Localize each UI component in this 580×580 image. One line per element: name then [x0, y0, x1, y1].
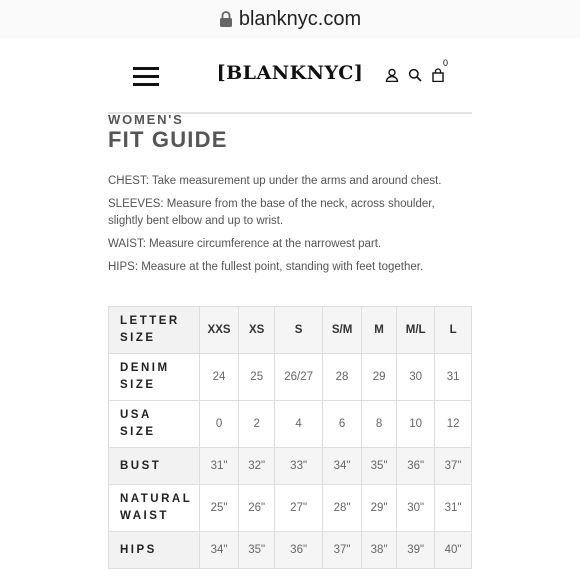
table-cell: S/M [323, 307, 362, 354]
table-cell: 25 [239, 354, 275, 401]
table-cell: 30" [397, 485, 435, 532]
table-row [109, 448, 472, 485]
table-cell: 33" [275, 448, 323, 485]
instruction-sleeves: SLEEVES: Measure from the base of the neck, across shoulder, slightly bent elbow and up to wrist. [108, 198, 435, 227]
table-cell: 2 [239, 401, 275, 448]
instruction-hips: HIPS: Measure at the fullest point, standing with feet together. [108, 261, 424, 273]
table-cell: 24 [199, 354, 238, 401]
page-viewport [108, 38, 472, 580]
row-label: NATURAL WAIST [109, 485, 200, 532]
url-text[interactable]: blanknyc.com [238, 7, 362, 30]
instruction-chest: CHEST: Take measurement up under the arms and around chest. [108, 175, 442, 187]
table-cell: 34" [199, 532, 238, 569]
row-label: USA SIZE [109, 401, 200, 448]
page-kicker: WOMEN'S [108, 112, 184, 127]
table-cell: 12 [435, 401, 472, 448]
site-logo[interactable]: [BLANKNYC] [216, 62, 364, 84]
fit-guide-table [108, 306, 472, 569]
table-cell: 31 [435, 354, 472, 401]
table-cell: 35" [362, 448, 397, 485]
table-cell: 0 [199, 401, 238, 448]
table-cell: 25" [199, 485, 238, 532]
table-cell: 10 [397, 401, 435, 448]
table-cell: 37" [435, 448, 472, 485]
row-label: BUST [109, 448, 200, 485]
table-cell: 27" [275, 485, 323, 532]
table-cell: 26/27 [275, 354, 323, 401]
table-cell: S [275, 307, 323, 354]
table-row [109, 485, 472, 532]
table-cell: 36" [397, 448, 435, 485]
table-cell: M [362, 307, 397, 354]
table-cell: 31" [435, 485, 472, 532]
table-cell: M/L [397, 307, 435, 354]
table-row [109, 532, 472, 569]
table-cell: 4 [275, 401, 323, 448]
table-cell: 32" [239, 448, 275, 485]
cart-count-badge: 0 [443, 58, 449, 68]
page-title: FIT GUIDE [108, 127, 228, 152]
table-cell: L [435, 307, 472, 354]
row-label: DENIM SIZE [109, 354, 200, 401]
table-row [109, 307, 472, 354]
table-cell: 30 [397, 354, 435, 401]
lock-icon [219, 11, 233, 28]
table-cell: 37" [323, 532, 362, 569]
table-cell: 38" [362, 532, 397, 569]
table-cell: 8 [362, 401, 397, 448]
table-cell: 29 [362, 354, 397, 401]
table-cell: 39" [397, 532, 435, 569]
table-row [109, 401, 472, 448]
table-cell: 26" [239, 485, 275, 532]
table-cell: 40" [435, 532, 472, 569]
table-cell: 29" [362, 485, 397, 532]
row-label: LETTER SIZE [109, 307, 200, 354]
table-cell: 28" [323, 485, 362, 532]
row-label: HIPS [109, 532, 200, 569]
instruction-waist: WAIST: Measure circumference at the narrowest part. [108, 238, 382, 250]
table-cell: 28 [323, 354, 362, 401]
measurement-instructions [108, 173, 472, 282]
browser-address-bar[interactable] [0, 0, 580, 38]
site-header [108, 38, 472, 114]
shopping-bag-icon[interactable] [431, 58, 449, 82]
table-cell: 35" [239, 532, 275, 569]
table-row [109, 354, 472, 401]
table-cell: XS [239, 307, 275, 354]
hamburger-menu-icon[interactable] [133, 67, 159, 87]
user-icon[interactable] [385, 68, 399, 82]
search-icon[interactable] [408, 68, 422, 82]
table-cell: XXS [199, 307, 238, 354]
table-cell: 36" [275, 532, 323, 569]
table-cell: 6 [323, 401, 362, 448]
table-cell: 31" [199, 448, 238, 485]
table-cell: 34" [323, 448, 362, 485]
